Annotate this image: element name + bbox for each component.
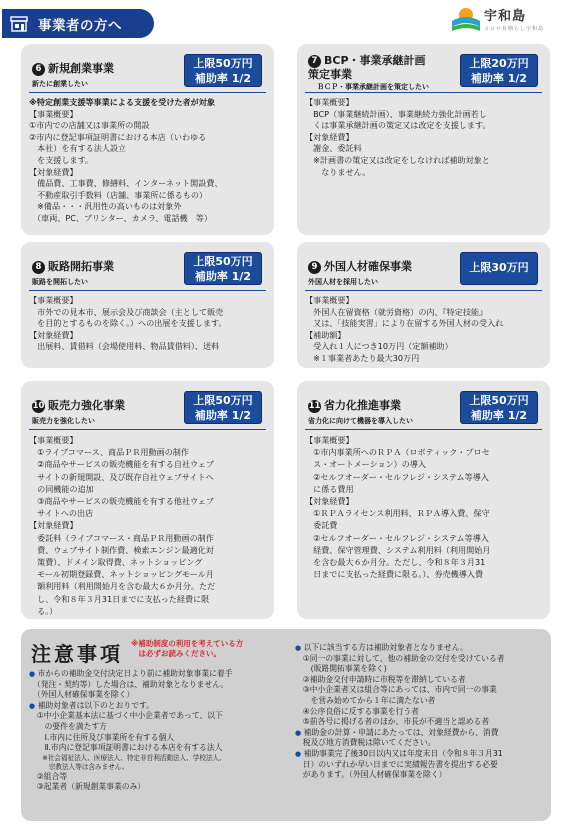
subsidy-limit-badge: 上限50万円 補助率 1/2: [184, 252, 262, 285]
notice-left-column: ● 市からの補助金交付決定日より前に補助対象事業に着手 （発注・契約等）した場合は、補助対象となりません。 （外国人材確保事業を除く） ● 補助対象者は以下のとおりです。 ①中小企業基本法に基づく中小企業者であって、以下 の要件を満たす方 Ⅰ.市内に住所及び事業所を有する個人 Ⅱ.市内に登記事項証明書における本店を有する法人 ※社会福祉法人、医療法人、特定非営利活動法人、学校法人、 宗教法人等は含みません。 ②組合等 ③起業者（新規創業事業のみ）: [29, 669, 233, 792]
card-subtitle: 外国人材を採用したい: [308, 278, 378, 286]
card-body: 【事業概要】 市外での見本市、展示会及び商談会（主として販売 を目的とするものを除く。）への出展を支援します。 【対象経費】 出展料、賃借料（会場使用料、物品賃借料）、送料: [29, 295, 227, 352]
card-title: 9 外国人材確保事業: [308, 258, 412, 274]
card-body: 【事業概要】 ①市内事業所へのＲＰＡ（ロボティック・プロセ ス・オートメーション）の導入 ②セルフオーダー・セルフレジ・システム等導入 に係る費用 【対象経費】 ①ＲＰＡライセンス利用料、ＲＰＡ導入費、保守 委託費 ②セルフオーダー・セルフレジ・システム等導入 経費、保守管理費、システム利用料（利用開始月 を含む最大６か月分。ただし、令和８年３月31 日までに支払った経費に限る。）、券売機導入費: [305, 435, 491, 580]
card-title: 11 省力化推進事業: [308, 399, 401, 412]
card-body: 【事業概要】 ①ライブコマース、商品ＰＲ用動画の制作 ②商品やサービスの販売機能を有する自社ウェブ サイトの新規開設、及び既存自社ウェブサイトへ の同機能の追加 ③商品やサービスの販売機能を有する他社ウェブ サイトへの出店 【対象経費】 委託料（ライブコマース・商品ＰＲ用動画の制作 費、ウェブサイト制作費、検索エンジン最適化対 策費）、ドメイン取得費、ネットショッピング モール初期登録費、ネットショッピングモール月 額利用料（利用開始月を含む最大６か月分。ただ し、令和８年３月31日までに支払った経費に限 る。）: [29, 435, 216, 616]
divider: [305, 429, 542, 431]
card-title: 7 BCP・事業承継計画 策定事業: [308, 54, 426, 81]
bullet-icon: ●: [29, 701, 36, 710]
card-foreign-talent: [297, 242, 550, 368]
card-title: 8 販路開拓事業: [32, 258, 114, 274]
card-subtitle: 省力化に向けて機器を導入したい: [308, 417, 413, 425]
divider: [29, 290, 266, 292]
card-bcp-plan: [297, 44, 550, 235]
store-icon: [10, 16, 28, 32]
notice-title: 注意事項: [31, 642, 123, 666]
bullet-icon: ●: [295, 644, 302, 652]
card-subtitle: 販売力を強化したい: [32, 417, 95, 425]
divider: [29, 429, 266, 431]
notice-right-column: ● 以下に該当する方は補助対象者となりません。 ①同一の事業に対して、他の補助金の交付を受けている者 (販路開拓事業を除く) ②補助金交付申請時に市税等を滞納している者 ③中小企業者又は組合等にあっては、市内で同一の事業 を営み始めてから１年に満たない者 ④公序良俗に反する事業を行う者 ⑤前各号に掲げる者のほか、市長が不適当と認める者 ● 補助金の計算・申請にあたっては、対象経費から、消費 税及び地方消費税は除いてください。 ● 補助事業完了後30日以内又は年度末日（令和８年３月31 日）のいずれか早い日までに実績報告書を提出する必要 があります。（外国人材確保事業を除く）: [295, 643, 505, 780]
subsidy-limit-badge: 上限50万円 補助率 1/2: [184, 391, 262, 424]
card-subtitle: ＢＣＰ・事業承継計画を策定したい: [317, 83, 429, 91]
card-sales-strengthening: [21, 381, 274, 619]
card-labor-saving: [297, 381, 550, 619]
card-subtitle: 販路を開拓したい: [32, 278, 88, 286]
card-new-business: [21, 44, 274, 235]
card-body: 【事業概要】 BCP（事業継続計画）、事業継続力強化計画若し くは事業承継計画の策定又は改定を支援します。 【対象経費】 謝金、委託料 ※計画書の策定又は改定をしなければ補助対象と なりません。: [305, 97, 491, 177]
divider: [305, 290, 542, 292]
logo-tagline: ココロ見晴らし宇和島: [484, 26, 545, 32]
subsidy-limit-badge: 上限30万円: [460, 252, 538, 285]
notice-warning: ※補助制度の利用を考えている方 は必ずお読みください。: [131, 639, 244, 658]
card-body: 【事業概要】 外国人在留資格（就労資格）の内、『特定技能』 又は、「技能実習」により在留する外国人材の受入れ 【補助額】 受入れ１人につき10万円（定額補助） ※１事業者あたり最大30万円: [305, 295, 504, 363]
divider: [29, 92, 266, 94]
card-market-expansion: [21, 242, 274, 368]
bullet-icon: ●: [29, 670, 36, 678]
section-title: 事業者の方へ: [38, 17, 122, 34]
card-title: 10 販売力強化事業: [32, 399, 125, 412]
notice-panel: [21, 629, 551, 821]
logo-name: 宇和島: [484, 9, 527, 24]
subsidy-limit-badge: 上限50万円 補助率 1/2: [184, 54, 262, 87]
subsidy-limit-badge: 上限20万円 補助率 1/2: [460, 54, 538, 87]
uwajima-logo-icon: [451, 3, 481, 33]
bullet-icon: ●: [295, 728, 302, 737]
subsidy-limit-badge: 上限50万円 補助率 1/2: [460, 391, 538, 424]
card-body: ※特定創業支援等事業による支援を受けた者が対象 【事業概要】 ①市内での店舗又は事業所の開設 ②市内に登記事項証明書における本店（いわゆる 本社）を有する法人設立 を支援します。 【対象経費】 備品費、工事費、修繕料、インターネット開設費、 不動産取引手数料（店舗、事業所に係るもの） ※備品・・・汎用性の高いものは対象外 （車両、PC、プリンター、カメラ、電話機 等）: [29, 97, 223, 223]
section-header: [2, 9, 154, 38]
card-title: 6 新規創業事業: [32, 60, 114, 76]
city-logo: [451, 2, 561, 40]
bullet-icon: ●: [295, 749, 302, 758]
card-subtitle: 新たに創業したい: [32, 80, 88, 88]
divider: [305, 92, 542, 94]
